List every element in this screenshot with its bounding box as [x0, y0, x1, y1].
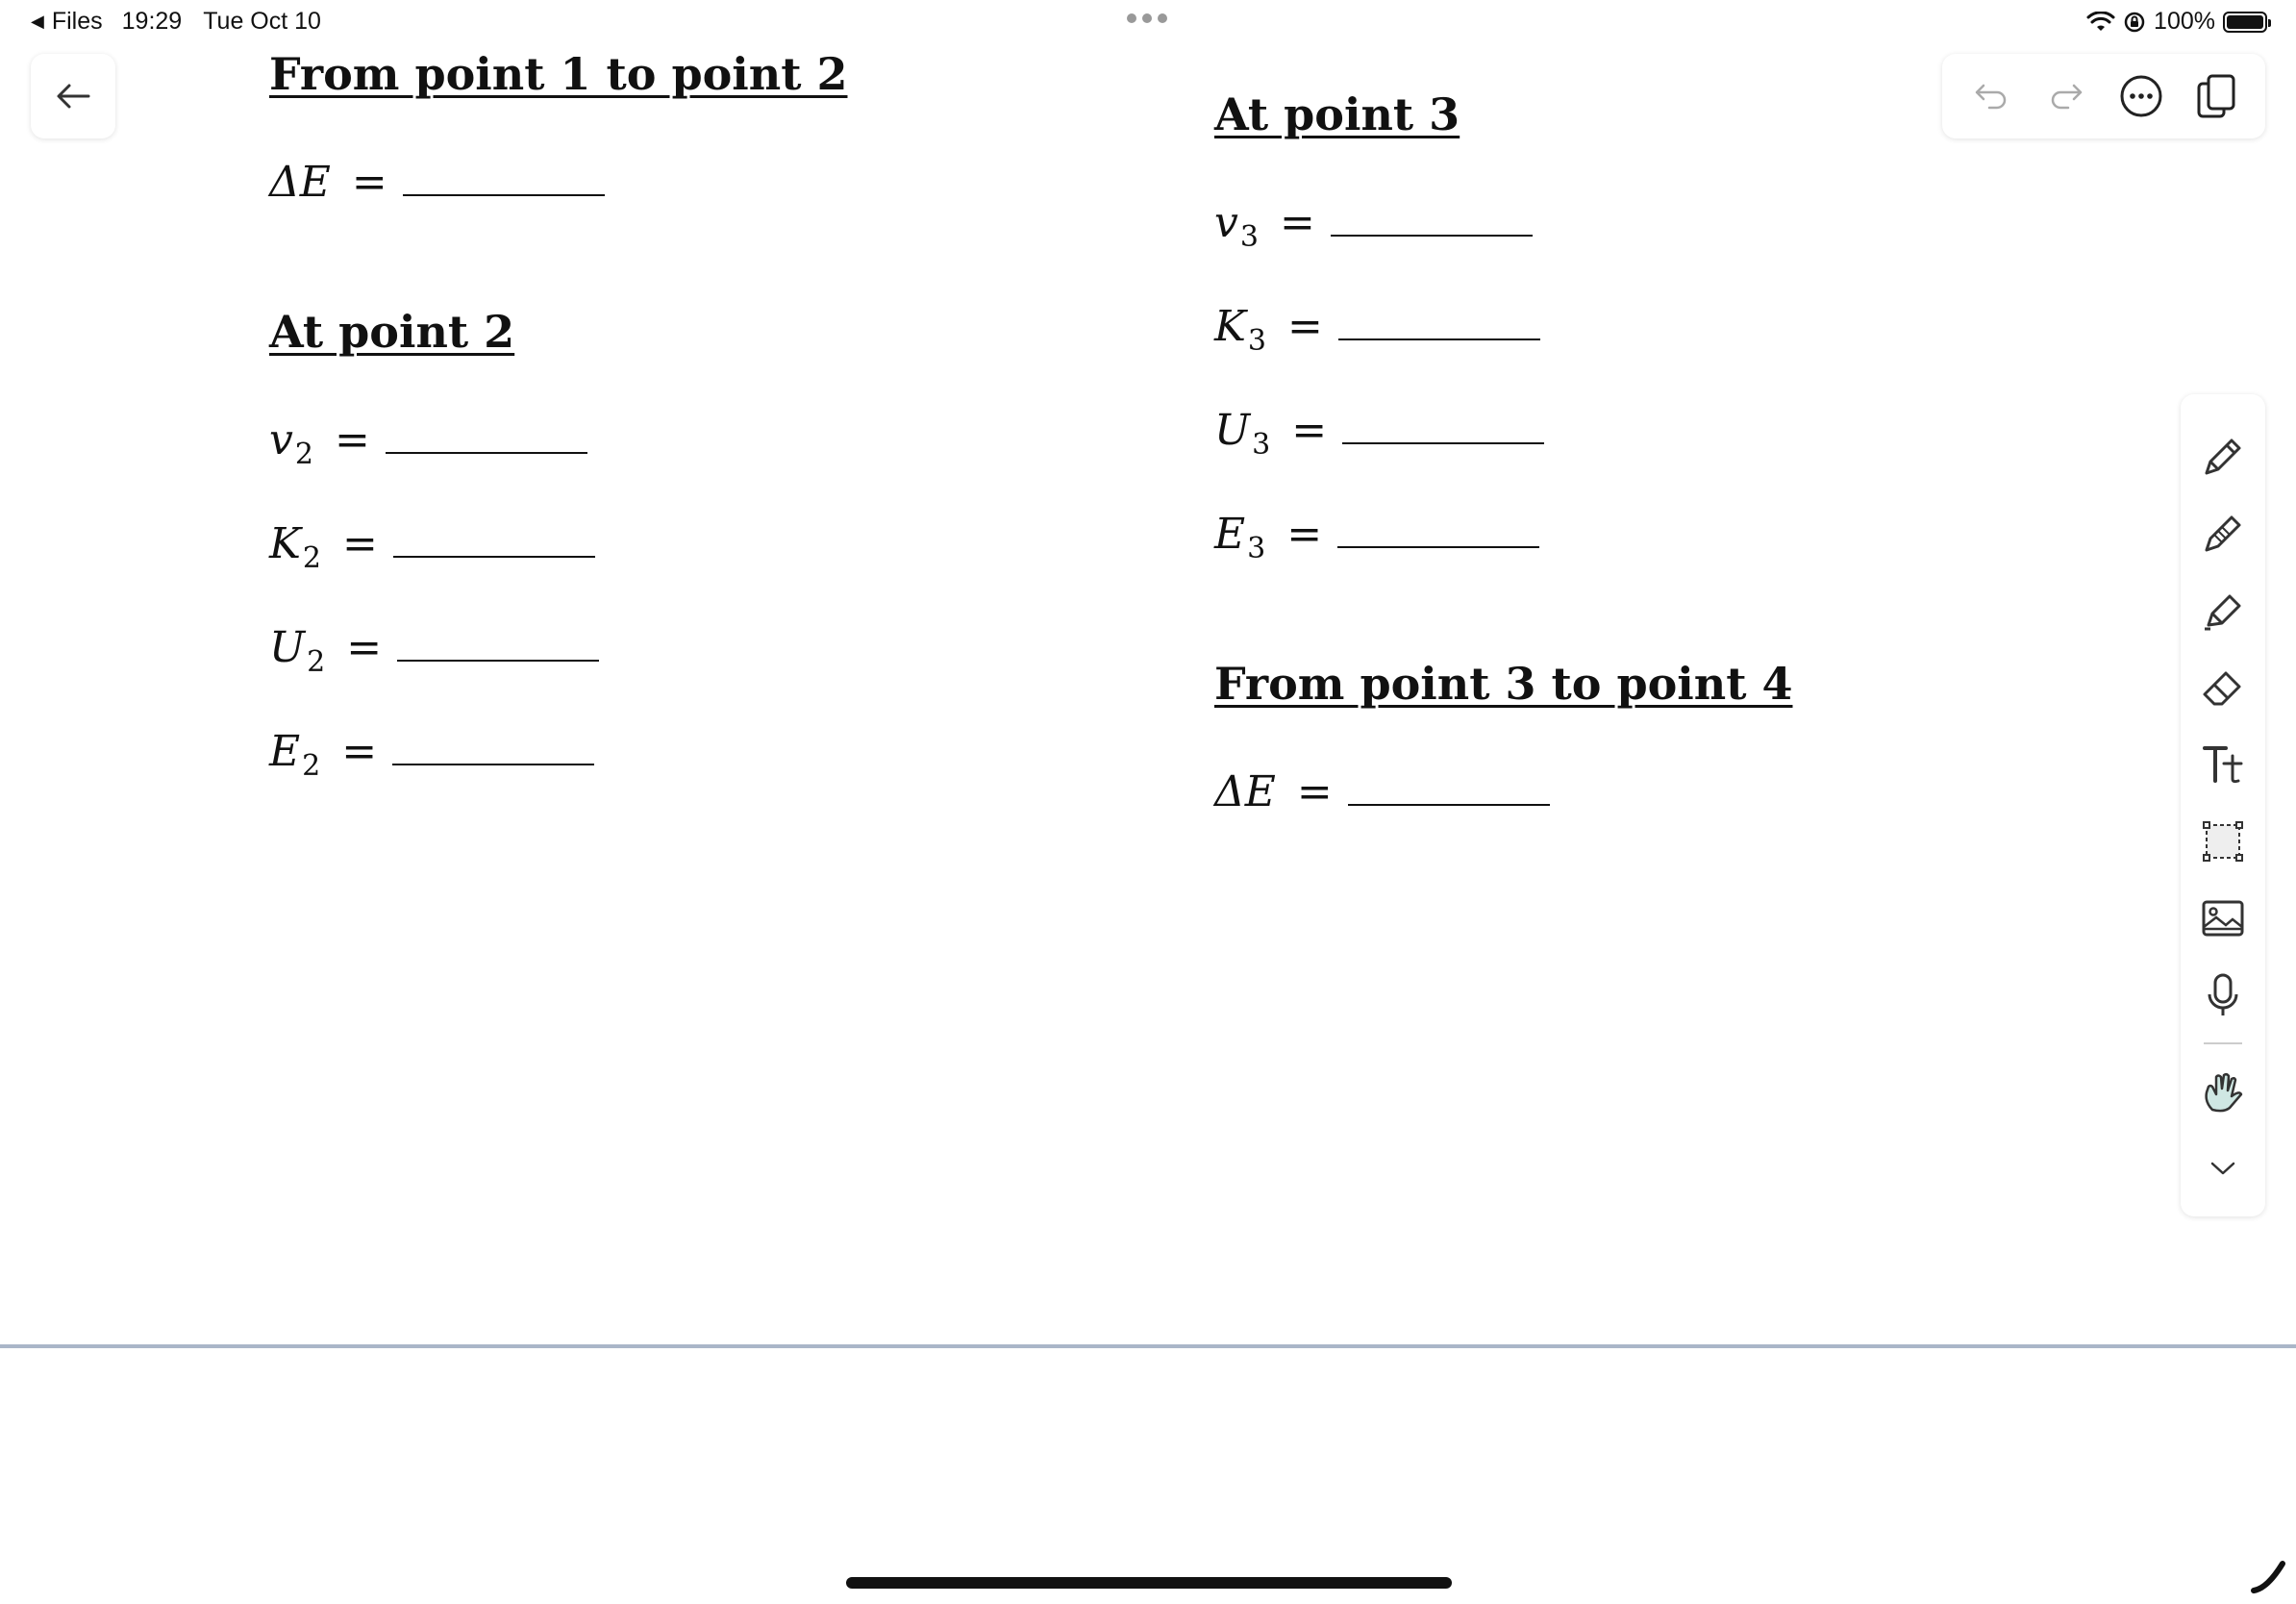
equation-variable: U — [1214, 406, 1251, 455]
home-indicator[interactable] — [846, 1577, 1452, 1589]
text-tool[interactable] — [2189, 731, 2257, 798]
equation-subscript: 3 — [1239, 220, 1259, 254]
lasso-select-tool[interactable] — [2189, 808, 2257, 875]
equals-sign: = — [346, 623, 383, 672]
touch-hand-icon — [2199, 1067, 2247, 1115]
heading-point3-to-point4: From point 3 to point 4 — [1214, 658, 1793, 710]
equation-k3 — [1214, 302, 1540, 358]
equation-v3 — [1214, 198, 1533, 254]
heading-at-point-3: At point 3 — [1214, 88, 1460, 140]
heading-at-point-2: At point 2 — [269, 306, 515, 358]
equation-u3 — [1214, 406, 1544, 462]
equation-subscript: 2 — [302, 749, 321, 783]
equation-variable: K — [269, 519, 301, 568]
equation-variable: K — [1214, 302, 1246, 351]
equation-variable: ΔE — [269, 158, 331, 207]
answer-blank[interactable] — [1338, 337, 1540, 340]
equals-sign: = — [1286, 302, 1323, 351]
page-divider — [0, 1344, 2296, 1348]
equals-sign: = — [351, 158, 387, 207]
lasso-select-icon — [2199, 817, 2247, 865]
more-icon — [2118, 73, 2164, 119]
equation-subscript: 2 — [307, 645, 326, 679]
answer-blank[interactable] — [397, 658, 599, 662]
answer-blank[interactable] — [1342, 440, 1544, 444]
status-time: 19:29 — [121, 8, 183, 35]
answer-blank[interactable] — [1331, 233, 1533, 237]
equation-variable: ΔE — [1214, 767, 1276, 816]
top-toolbar — [1942, 54, 2265, 138]
back-to-app-icon[interactable]: ◀ — [31, 12, 44, 31]
back-to-app-label[interactable]: Files — [51, 8, 103, 35]
equation-delta-e-3-4 — [1214, 767, 1550, 816]
equals-sign: = — [1291, 406, 1328, 455]
equals-sign: = — [1286, 510, 1323, 559]
equals-sign: = — [341, 519, 378, 568]
equation-variable: E — [269, 727, 301, 776]
pen-tool[interactable] — [2189, 423, 2257, 490]
equation-u2 — [269, 623, 599, 679]
equation-subscript: 3 — [1252, 428, 1271, 462]
pencil-icon — [2199, 510, 2247, 558]
eraser-tool[interactable] — [2189, 654, 2257, 721]
answer-blank[interactable] — [1337, 544, 1539, 548]
image-icon — [2199, 894, 2247, 942]
pages-icon — [2195, 72, 2237, 120]
image-tool[interactable] — [2189, 885, 2257, 952]
answer-blank[interactable] — [392, 762, 594, 765]
equation-subscript: 2 — [294, 438, 313, 471]
collapse-palette-button[interactable] — [2189, 1135, 2257, 1202]
more-button[interactable] — [2112, 67, 2170, 125]
tool-palette — [2181, 394, 2265, 1216]
tool-separator — [2204, 1042, 2242, 1044]
equals-sign: = — [334, 415, 370, 464]
equation-variable: E — [1214, 510, 1246, 559]
highlighter-tool[interactable] — [2189, 577, 2257, 644]
redo-button[interactable] — [2037, 67, 2095, 125]
answer-blank[interactable] — [1348, 802, 1550, 806]
answer-blank[interactable] — [386, 450, 587, 454]
equation-v2 — [269, 415, 587, 471]
answer-blank[interactable] — [393, 554, 595, 558]
eraser-icon — [2199, 664, 2247, 712]
pencil-hover-icon — [2250, 1558, 2288, 1596]
equation-subscript: 3 — [1247, 324, 1266, 358]
equation-e2 — [269, 727, 594, 783]
text-icon — [2199, 740, 2247, 789]
equation-subscript: 3 — [1247, 532, 1266, 565]
equation-subscript: 2 — [302, 541, 321, 575]
highlighter-icon — [2199, 587, 2247, 635]
answer-blank[interactable] — [403, 192, 605, 196]
pen-icon — [2199, 433, 2247, 481]
touch-mode-tool[interactable] — [2189, 1058, 2257, 1125]
pencil-tool[interactable] — [2189, 500, 2257, 567]
equation-k2 — [269, 519, 595, 575]
equals-sign: = — [1296, 767, 1333, 816]
undo-icon — [1972, 80, 2010, 113]
microphone-tool[interactable] — [2189, 962, 2257, 1029]
equation-e3 — [1214, 510, 1539, 565]
battery-percent: 100% — [2154, 8, 2215, 35]
chevron-down-icon — [2209, 1159, 2237, 1178]
redo-icon — [2047, 80, 2085, 113]
equation-variable: v — [1214, 198, 1238, 247]
undo-button[interactable] — [1962, 67, 2020, 125]
equals-sign: = — [341, 727, 378, 776]
microphone-icon — [2199, 971, 2247, 1019]
equation-variable: v — [269, 415, 293, 464]
pages-button[interactable] — [2187, 67, 2245, 125]
status-date: Tue Oct 10 — [203, 8, 321, 35]
heading-point1-to-point2: From point 1 to point 2 — [269, 48, 848, 100]
equation-delta-e-1-2 — [269, 158, 605, 207]
equals-sign: = — [1279, 198, 1315, 247]
equation-variable: U — [269, 623, 306, 672]
